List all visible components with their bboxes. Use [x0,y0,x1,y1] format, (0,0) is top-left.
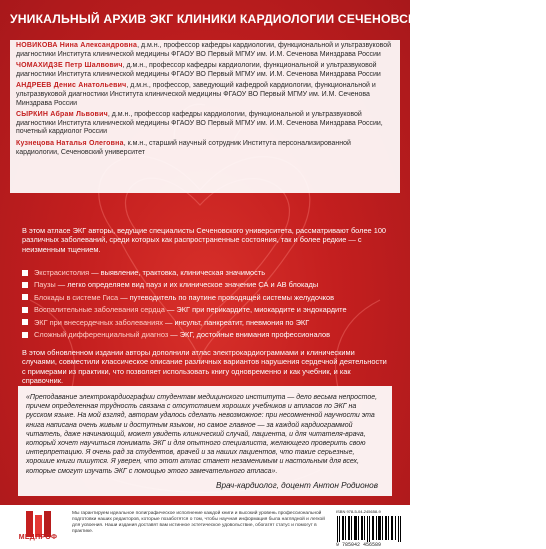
feature-text: — ЭКГ, достойные внимания профессионалов [168,330,331,340]
author-description: , д.м.н., профессор кафедры кардиологии, функциональной и ультразвуковой диагностики Института клинической медицины ФГАОУ ВО Первый МГМУ им. И.М. Сеченова Минздрава России [16,42,392,58]
author-description: , д.м.н., профессор кафедры кардиологии, функциональной и ультразвуковой диагностики Института клинической медицины ФГАОУ ВО Первый МГМУ им. И.М. Сеченова Минздрава России, почетный кардиолог России [16,111,383,136]
cover-title: УНИКАЛЬНЫЙ АРХИВ ЭКГ КЛИНИКИ КАРДИОЛОГИИ СЕЧЕНОВСКОГО УНИВЕРСИТЕТА [10,12,546,26]
author-name: ЧОМАХИДЗЕ Петр Шалвович [16,62,123,70]
author-description: , д.м.н., профессор, заведующий кафедрой кардиологии, функциональной и ультразвуковой диагностики Института клинической медицины ФГАОУ ВО Первый МГМУ им. И.М. Сеченова Минздрава России [16,82,376,107]
author-entry [16,62,394,79]
publisher-logo-icon [10,509,66,547]
feature-text: — легко определяем вид пауз и их клиническое значение СА и АВ блокады [55,280,319,290]
square-bullet-icon [22,305,34,314]
author-description: , д.м.н., профессор кафедры кардиологии, функциональной и ультразвуковой диагностики Института клинической медицины ФГАОУ ВО Первый МГМУ им. И.М. Сеченова Минздрава России [16,62,381,78]
author-entry [16,111,394,137]
publisher-name: МЕДПРОФ [18,534,58,541]
review-quote: «Преподавание электрокардиографии студентам медицинского института — дело весьма непростое, причем определенная трудность связана с отсутствием хороших учебников и атласов по ЭКГ на русском языке. На мой взгляд, авторам удалось сделать невозможное: при несомненной научности эта книга написана очень живым и доступным языком, но самое главное — за каждой кардиограммой читатель, даже начинающий, может увидеть клинический случай, пациента, и для читателя-врача, который хочет научиться понимать ЭКГ и для опытного специалиста, желающего проверить свою интерпретацию. Я очень рад за студентов, врачей и за наших пациентов, что такие серьезные, хорошие книги пишутся. Я уверен, что этот атлас станет незаменимым и настольным для всех, которые смогут изучать ЭКГ с помощью этого замечательного атласа». [26,394,378,475]
feature-text: — инсульт, панкреатит, пневмония по ЭКГ [162,317,310,327]
feature-term: ЭКГ при внесердечных заболеваниях [34,317,163,327]
feature-term: Экстрасистолия [34,268,90,277]
feature-text: — выявление, трактовка, клиническая значимость [89,268,266,277]
author-name: НОВИКОВА Нина Александровна [16,42,138,49]
author-name: Кузнецова Наталья Олеговна [16,139,124,147]
feature-text: — путеводитель по паутине проводящей системы желудочков [118,292,335,302]
feature-item [22,318,388,327]
feature-item [22,305,388,314]
feature-term: Воспалительные заболевания сердца [34,305,165,315]
edition-paragraph: В этом обновленном издании авторы дополнили атлас электрокардиограммами и клиническими случаями, совместили классическое описание различных вариантов нарушения сердечной деятельности с примерами из практики, что позволяет использовать книгу одновременно и как учебник, и как справочник. [22,348,387,386]
square-bullet-icon [22,318,34,327]
author-name: АНДРЕЕВ Денис Анатольевич [16,82,127,90]
square-bullet-icon [22,330,34,339]
square-bullet-icon [22,293,34,302]
review-quote-box [18,386,392,496]
feature-term: Паузы [34,280,56,290]
barcode-icon [336,516,402,542]
isbn-label: ISBN 978-5-04-245658-9 [336,509,381,514]
author-name: СЫРКИН Абрам Львович [16,111,108,119]
author-entry [16,82,394,108]
feature-term: Блокады в системе Гиса [34,292,119,302]
barcode-number: 9 785042 456589 [336,542,382,549]
isbn-block [336,509,402,547]
feature-list [22,268,388,342]
publisher-guarantee-text: Мы гарантируем идеальное полиграфическое исполнение каждой книги и высокий уровень профессиональной подготовки наших редакторов, которые позаботятся о том, чтобы научная информация была наглядной и легкой для усвоения. Наши издания доставят вам истинное эстетическое удовольствие, обогатят статус и помогут в практике. [72,511,325,534]
footer-strip [0,505,410,549]
feature-text: — ЭКГ при перикардите, миокардите и эндокардите [164,305,347,315]
square-bullet-icon [22,268,34,277]
authors-panel [10,40,400,193]
feature-item [22,280,388,289]
feature-item [22,293,388,302]
author-description: , к.м.н., старший научный сотрудник Института персонализированной кардиологии, Сеченовский университет [16,139,351,156]
author-entry [16,140,394,157]
square-bullet-icon [22,280,34,289]
feature-item [22,330,388,339]
feature-term: Сложный дифференциальный диагноз [34,330,169,340]
review-author: Врач-кардиолог, доцент Антон Родионов [216,480,378,490]
intro-paragraph: В этом атласе ЭКГ авторы, ведущие специалисты Сеченовского университета, рассматривают более 100 различных заболеваний, среди которых как распространенные состояния, так и более редкие — с неизменным тщением. [22,226,387,254]
feature-item [22,268,388,277]
author-entry [16,42,394,59]
